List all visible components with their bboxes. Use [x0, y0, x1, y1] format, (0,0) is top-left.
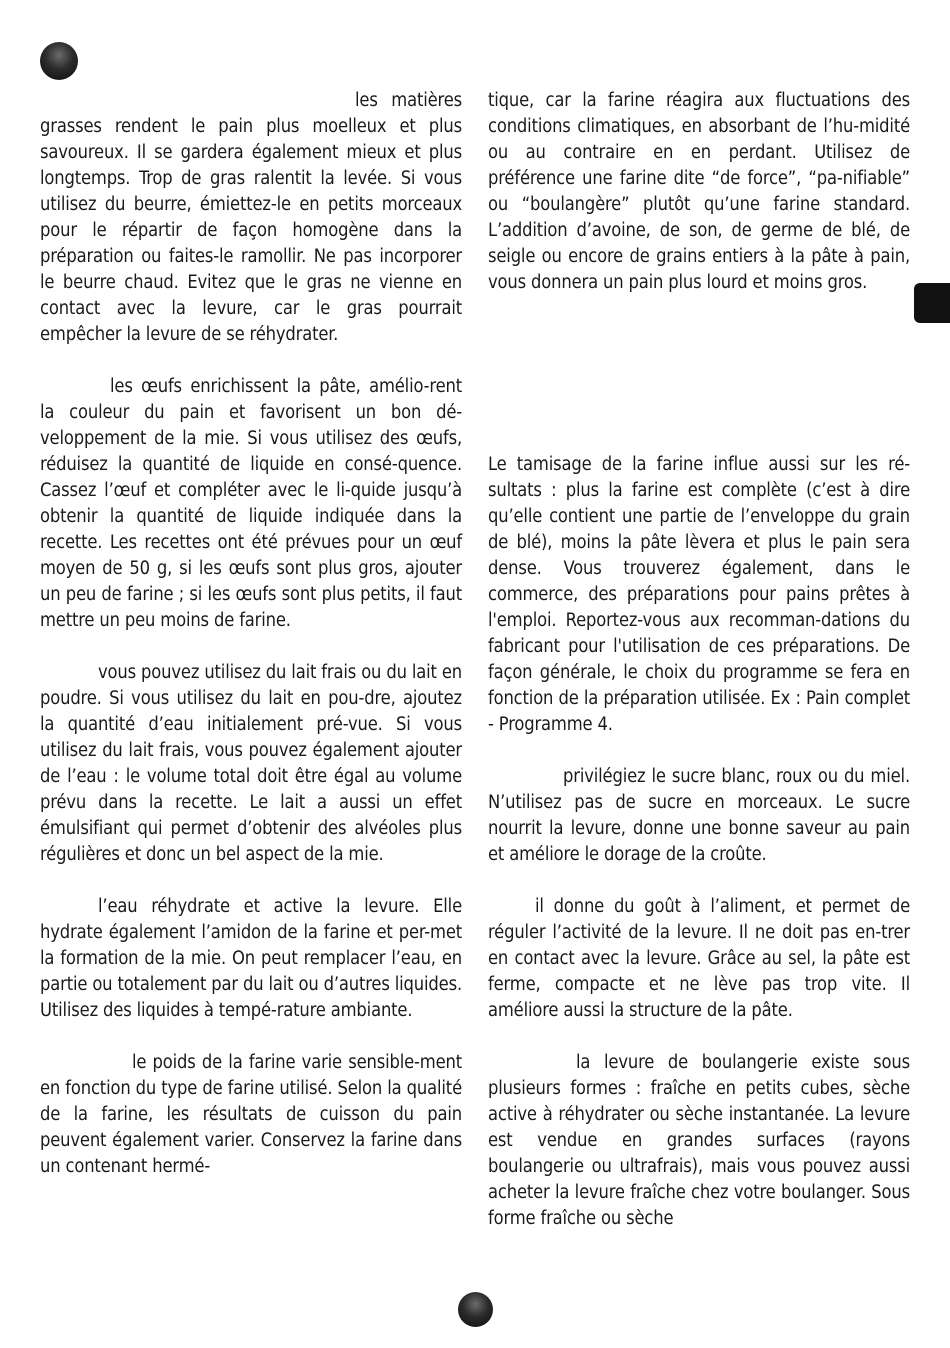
bullet-marker-icon	[40, 42, 78, 80]
paragraph-water: l’eau réhydrate et active la levure. Elle hydrate également l’amidon de la farine et per-met la formation de la mie. On peut remplacer l’eau, en partie ou totalement par du lait ou d’autres liquides. Utilisez des liquides à tempé-rature ambiante.	[40, 896, 462, 1021]
paragraph-milk: vous pouvez utilisez du lait frais ou du lait en poudre. Si vous utilisez du lait en pou-dre, ajoutez la quantité d’eau initialement pré-vue. Si vous utilisez du lait frais, vous pouvez également ajouter de l’eau : le volume total doit être égal au volume prévu dans la recette. Le lait a aussi un effet émulsifiant qui permet d’obtenir des alvéoles plus régulières et donc un bel aspect de la mie.	[40, 662, 462, 865]
paragraph-flour-continued: tique, car la farine réagira aux fluctuations des conditions climatiques, en absorbant de l’hu-midité ou au contraire en en perdant. Utilisez de préférence une farine dite “de force”, “pa-nifiable” ou “boulangère” plutôt qu’une farine standard. L’addition d’avoine, de son, de germe de blé, de seigle ou encore de grains entiers à la pâte à pain, vous donnera un pain plus lourd et moins gros.	[488, 90, 910, 293]
paragraph-fats: les matières grasses rendent le pain plus moelleux et plus savoureux. Il se gardera également mieux et plus longtemps. Trop de gras ralentit la levée. Si vous utilisez du beurre, émiettez-le en petits morceaux pour le répartir de façon homogène dans la préparation ou faites-le ramollir. Ne pas incorporer le beurre chaud. Evitez que le gras ne vienne en contact avec la levure, car le gras pourrait empêcher la levure de se réhydrater.	[40, 90, 462, 345]
paragraph-flour: le poids de la farine varie sensible-ment en fonction du type de farine utilisé. Selon la qualité de la farine, les résultats de cuisson du pain peuvent également varier. Conservez la farine dans un contenant hermé-	[40, 1052, 462, 1177]
right-text-column	[488, 88, 910, 1232]
left-text-column	[40, 88, 462, 1180]
paragraph-sifting: Le tamisage de la farine influe aussi sur les ré-sultats : plus la farine est complète (c’est à dire qu’elle contient une partie de l’enveloppe du grain de blé), moins la pâte lèvera et plus le pain sera dense. Vous trouverez également, dans le commerce, des préparations pour pains prêtes à l'emploi. Reportez-vous aux recomman-dations du fabricant pour l'utilisation de ces préparations. De façon générale, le choix du programme se fera en fonction de la préparation utilisée. Ex : Pain complet - Programme 4.	[488, 454, 910, 735]
page-number-bullet-icon	[458, 1292, 493, 1327]
paragraph-salt: il donne du goût à l’aliment, et permet de réguler l’activité de la levure. Il ne doit pas en-trer en contact avec la levure. Grâce au sel, la pâte est ferme, compacte et ne lève pas trop vite. Il améliore aussi la structure de la pâte.	[488, 896, 910, 1021]
section-tab-marker	[914, 283, 950, 323]
paragraph-eggs: les œufs enrichissent la pâte, amélio-rent la couleur du pain et favorisent un bon dé-veloppement de la mie. Si vous utilisez des œufs, réduisez la quantité de liquide en consé-quence. Cassez l’œuf et compléter avec le li-quide jusqu’à obtenir la quantité de liquide indiquée dans la recette. Les recettes ont été prévues pour un œuf moyen de 50 g, si les œufs sont plus gros, ajouter un peu de farine ; si les œufs sont plus petits, il faut mettre un peu moins de farine.	[40, 376, 462, 631]
paragraph-yeast: la levure de boulangerie existe sous plusieurs formes : fraîche en petits cubes, sèche active à réhydrater ou sèche instantanée. La levure est vendue en grandes surfaces (rayons boulangerie ou ultrafrais), mais vous pouvez aussi acheter la levure fraîche chez votre boulanger. Sous forme fraîche ou sèche	[488, 1052, 910, 1229]
paragraph-sugar: privilégiez le sucre blanc, roux ou du miel. N’utilisez pas de sucre en morceaux. Le sucre nourrit la levure, donne une bonne saveur au pain et améliore le dorage de la croûte.	[488, 766, 910, 865]
